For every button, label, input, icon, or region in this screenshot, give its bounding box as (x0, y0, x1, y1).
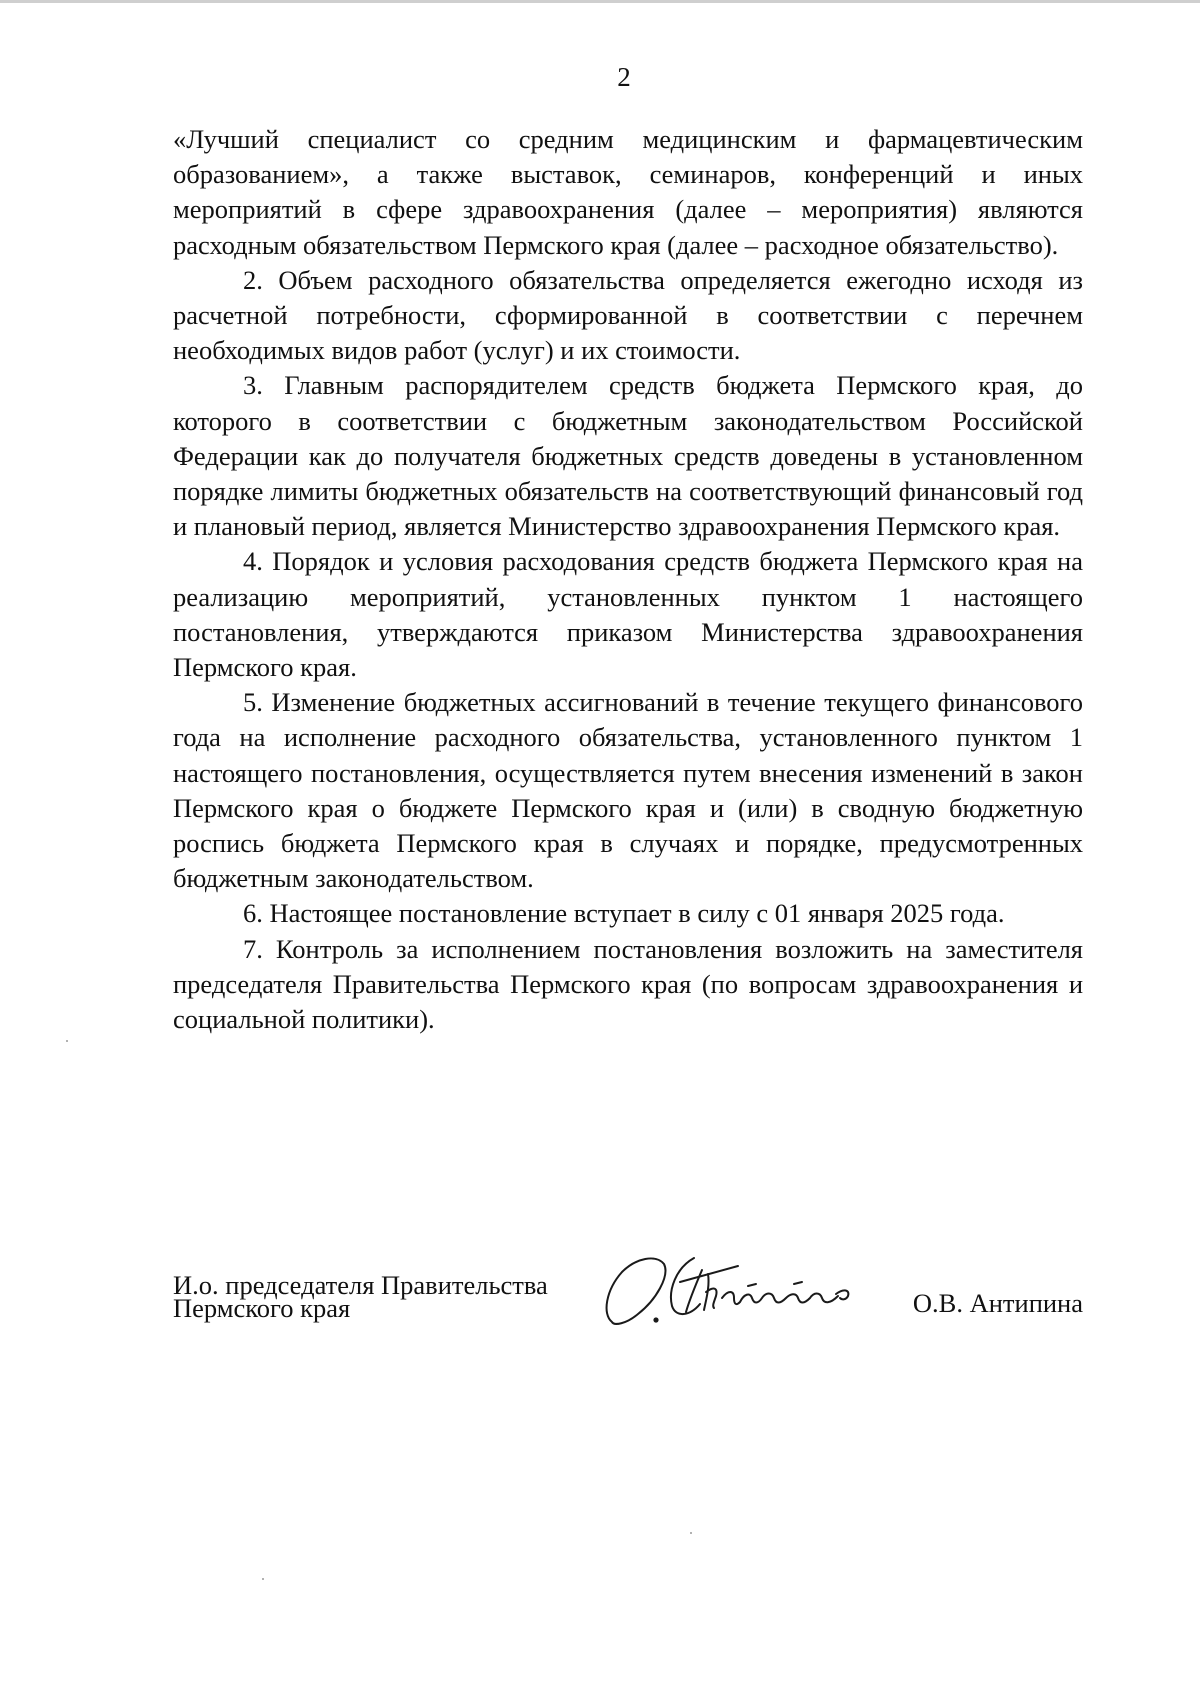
paragraph-5: 5. Изменение бюджетных ассигнований в течение текущего финансового года на исполнение расходного обязательства, установленного пунктом 1 настоящего постановления, осуществляется путем внесения изменений в закон Пермского края о бюджете Пермского края и (или) в сводную бюджетную роспись бюджета Пермского края в случаях и порядке, предусмотренных бюджетным законодательством. (173, 687, 1083, 894)
scan-top-edge (0, 0, 1200, 3)
paragraph-2: 2. Объем расходного обязательства определяется ежегодно исходя из расчетной потребности, сформированной в соответствии с перечнем необходимых видов работ (услуг) и их стоимости. (173, 264, 1083, 366)
scan-speck (690, 1532, 692, 1534)
scan-speck (262, 1578, 264, 1580)
scan-speck (66, 1040, 68, 1042)
signer-name: О.В. Антипина (912, 1288, 1083, 1318)
paragraph-7: 7. Контроль за исполнением постановления возложить на заместителя председателя Правительства Пермского края (по вопросам здравоохранения и социальной политики). (173, 933, 1083, 1035)
paragraph-3: 3. Главным распорядителем средств бюджета Пермского края, до которого в соответствии с бюджетным законодательством Российской Федерации как до получателя бюджетных средств доведены в установленном порядке лимиты бюджетных обязательств на соответствующий финансовый год и плановый период, является Министерство здравоохранения Пермского края. (173, 370, 1083, 542)
paragraph-4: 4. Порядок и условия расходования средств бюджета Пермского края на реализацию мероприятий, установленных пунктом 1 настоящего постановления, утверждаются приказом Министерства здравоохранения Пермского края. (173, 546, 1083, 683)
signer-title (173, 1270, 548, 1323)
signer-title-line-1: И.о. председателя Правительства (173, 1270, 548, 1300)
handwritten-signature (598, 1252, 888, 1330)
document-body (173, 122, 1083, 1037)
page-number: 2 (617, 62, 631, 92)
paragraph-6: 6. Настоящее постановление вступает в силу с 01 января 2025 года. (243, 898, 1005, 929)
signer-title-line-2: Пермского края (173, 1293, 351, 1323)
signature-block (173, 1270, 1083, 1354)
paragraph-1-continuation: «Лучший специалист со средним медицинским и фармацевтическим образованием», а также выставок, семинаров, конференций и иных мероприятий в сфере здравоохранения (далее – мероприятия) являются расходным обязательством Пермского края (далее – расходное обязательство). (173, 124, 1083, 260)
